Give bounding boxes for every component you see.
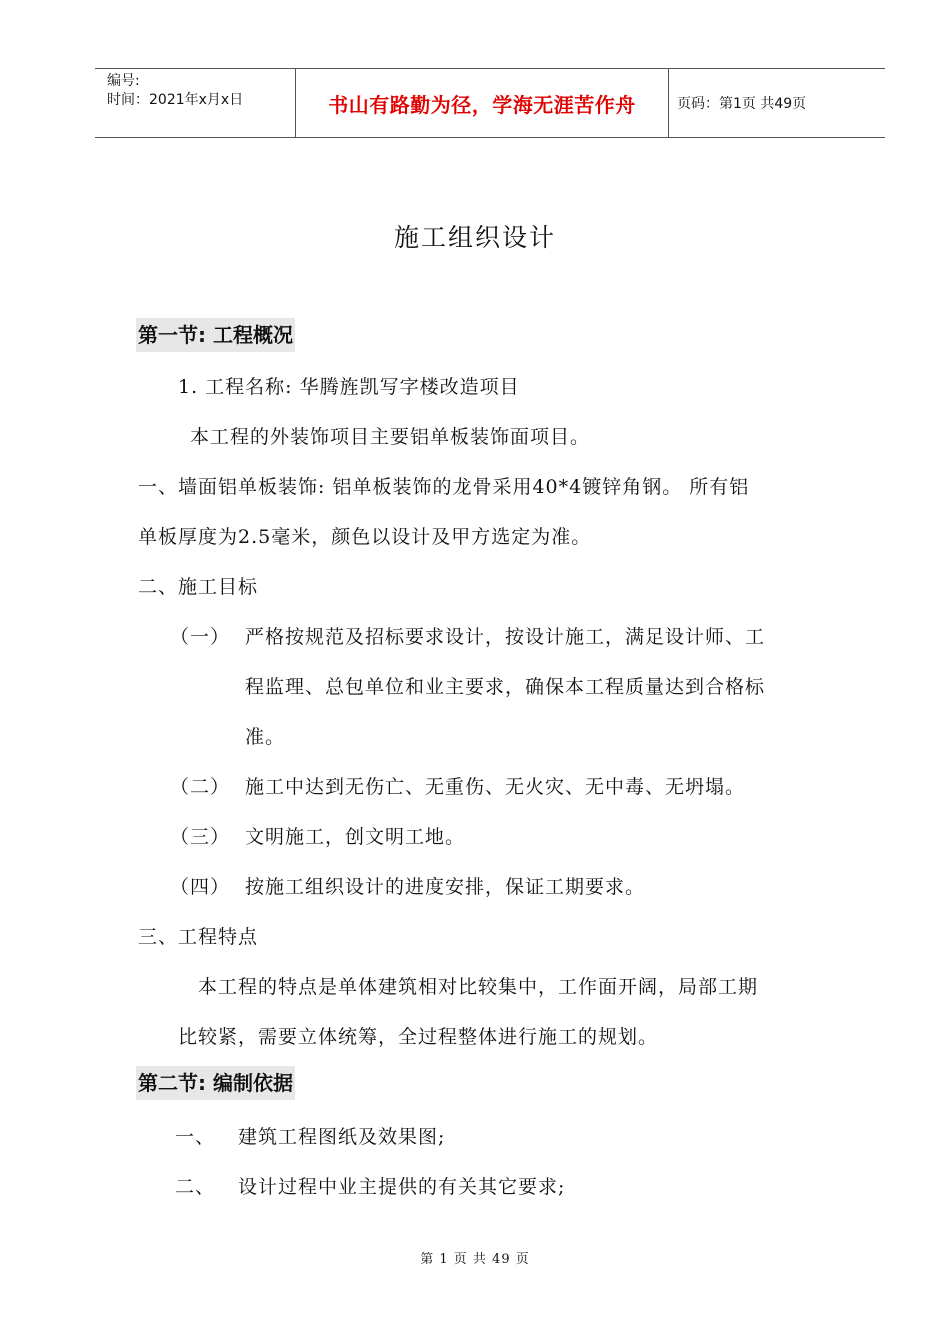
time-label: 时间：2021年x月x日 bbox=[107, 92, 244, 108]
goal3-line1: 文明施工，创文明工地。 bbox=[245, 826, 466, 848]
item3-title: 三、工程特点 bbox=[138, 926, 259, 948]
item2-title: 二、施工目标 bbox=[138, 576, 259, 598]
intro-paragraph: 本工程的外装饰项目主要铝单板装饰面项目。 bbox=[190, 426, 591, 448]
header-meta bbox=[95, 69, 295, 137]
project-name: 1. 工程名称: 华腾旌凯写字楼改造项目 bbox=[178, 376, 520, 398]
item1-line1: 一、墙面铝单板装饰: 铝单板装饰的龙骨采用40*4镀锌角钢。 所有铝 bbox=[138, 476, 750, 498]
basis2-text: 设计过程中业主提供的有关其它要求; bbox=[238, 1176, 566, 1198]
page-header bbox=[95, 68, 885, 138]
goal1-line2: 程监理、总包单位和业主要求，确保本工程质量达到合格标 bbox=[245, 676, 766, 698]
header-motto: 书山有路勤为径，学海无涯苦作舟 bbox=[295, 69, 669, 137]
basis1-mark: 一、 bbox=[175, 1126, 216, 1148]
goal4-line1: 按施工组织设计的进度安排，保证工期要求。 bbox=[245, 876, 646, 898]
section1-heading: 第一节: 工程概况 bbox=[136, 318, 295, 352]
goal2-line1: 施工中达到无伤亡、无重伤、无火灾、无中毒、无坍塌。 bbox=[245, 776, 746, 798]
basis2-mark: 二、 bbox=[175, 1176, 216, 1198]
goal2-mark: （二） bbox=[170, 776, 231, 798]
section2-heading: 第二节: 编制依据 bbox=[136, 1066, 295, 1100]
header-page-label: 页码：第1页 共49页 bbox=[677, 96, 807, 112]
feature-line2: 比较紧，需要立体统筹，全过程整体进行施工的规划。 bbox=[178, 1026, 659, 1048]
goal1-mark: （一） bbox=[170, 626, 231, 648]
item1-line2: 单板厚度为2.5毫米，颜色以设计及甲方选定为准。 bbox=[138, 526, 592, 548]
basis1-text: 建筑工程图纸及效果图; bbox=[238, 1126, 446, 1148]
page-footer: 第 1 页 共 49 页 bbox=[420, 1252, 530, 1267]
goal3-mark: （三） bbox=[170, 826, 231, 848]
number-label: 编号: bbox=[107, 73, 140, 89]
document-title: 施工组织设计 bbox=[393, 223, 556, 252]
goal4-mark: （四） bbox=[170, 876, 231, 898]
goal1-line1: 严格按规范及招标要求设计，按设计施工，满足设计师、工 bbox=[245, 626, 766, 648]
feature-line1: 本工程的特点是单体建筑相对比较集中，工作面开阔，局部工期 bbox=[198, 976, 759, 998]
goal1-line3: 准。 bbox=[245, 726, 286, 748]
